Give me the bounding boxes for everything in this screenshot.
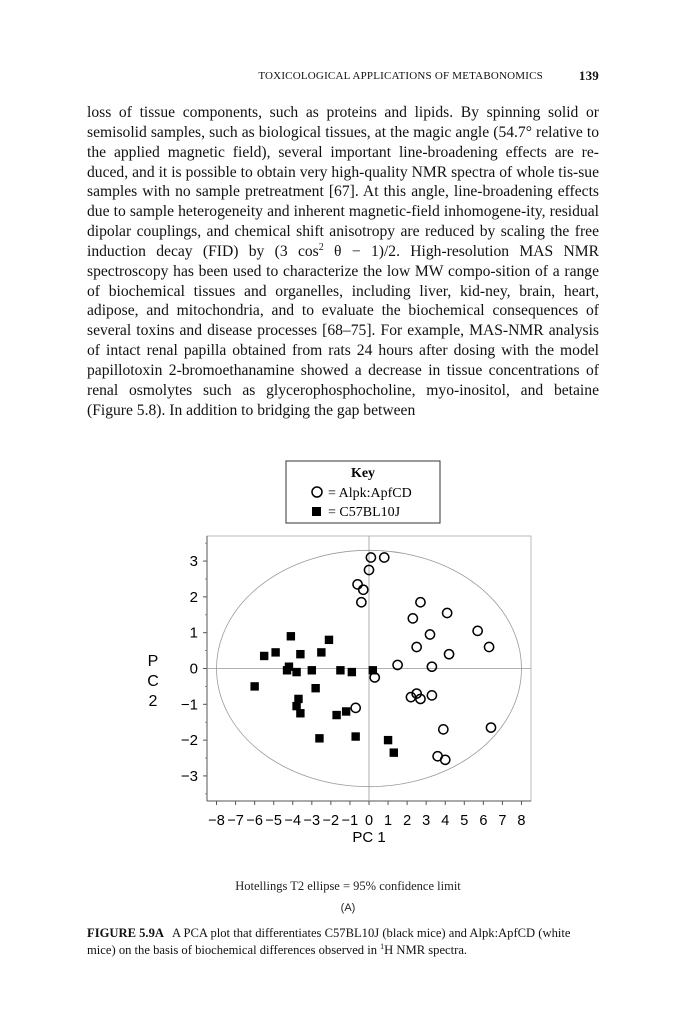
point-c57bl10j [294, 695, 302, 703]
y-axis-title [147, 653, 159, 710]
y-tick-label: 1 [189, 624, 198, 642]
point-c57bl10j [271, 648, 279, 656]
figure-caption [87, 925, 599, 959]
y-tick-label: −2 [180, 732, 198, 750]
point-c57bl10j [317, 648, 325, 656]
y-tick-label: 2 [189, 588, 198, 606]
point-alpk-apfcd [443, 608, 452, 617]
point-alpk-apfcd [357, 598, 366, 607]
pca-chart [140, 455, 540, 930]
point-c57bl10j [351, 732, 359, 740]
point-alpk-apfcd [408, 614, 417, 623]
point-c57bl10j [250, 682, 258, 690]
running-title: TOXICOLOGICAL APPLICATIONS OF METABONOMICS [258, 70, 543, 82]
y-axis-title-char: P [147, 653, 159, 670]
y-tick-label: −3 [180, 767, 198, 785]
y-axis-title-char: C [147, 673, 159, 690]
point-alpk-apfcd [353, 580, 362, 589]
point-c57bl10j [348, 668, 356, 676]
x-tick-label: −7 [227, 813, 244, 829]
point-c57bl10j [296, 709, 304, 717]
x-tick-label: 8 [517, 813, 526, 829]
legend-filled-square-icon [312, 507, 321, 516]
point-alpk-apfcd [412, 642, 421, 651]
y-axis-title-char: 2 [148, 693, 158, 710]
point-alpk-apfcd [486, 723, 495, 732]
point-alpk-apfcd [366, 553, 375, 562]
y-tick-label: 3 [189, 553, 198, 571]
point-alpk-apfcd [473, 626, 482, 635]
body-text-part-2: θ − 1)/2. High-resolution MAS NMR spectroscopy has been used to characterize the low MW compo-sition of a range of biochemical tissues and organelles, including liver, kid-ney, brain, heart, adipose, and mitochondria, and to evaluate the biochemical consequences of several toxins and disease processes [68–75]. For example, MAS-NMR analysis of intact renal papilla obtained from rats 24 hours after dosing with the model papillotoxin 2-bromoethanamine showed a decrease in tissue concentrations of renal osmolytes such as glycerophosphocholine, myo-inositol, and betaine (Figure 5.8). In addition to bridging the gap between [87, 242, 599, 419]
x-tick-label: 4 [441, 813, 450, 829]
point-c57bl10j [292, 668, 300, 676]
body-superscript: 2 [318, 241, 324, 253]
point-c57bl10j [283, 666, 291, 674]
data-points [250, 553, 495, 765]
point-alpk-apfcd [359, 585, 368, 594]
ellipse-note: Hotellings T2 ellipse = 95% confidence limit [235, 879, 461, 893]
page-number: 139 [578, 68, 599, 83]
x-tick-label: −5 [265, 813, 282, 829]
x-tick-label: 1 [384, 813, 393, 829]
body-text-part-1: loss of tissue components, such as proteins and lipids. By spinning solid or semisolid samples, such as biological tissues, at the magic angle (54.7° relative to the applied magnetic field), several important line-broadening effects are re-duced, and it is possible to obtain very high-quality NMR spectra of whole tis-sue samples with no sample pretreatment [67]. At this angle, line-broadening effects due to sample heterogeneity and inherent magnetic-field inhomogene-ity, residual dipolar couplings, and chemical shift anisotropy are reduced by scaling the free induction decay (FID) by (3 cos [87, 104, 599, 260]
page-header [87, 68, 599, 86]
figure-pca-plot [140, 455, 540, 930]
point-c57bl10j [384, 736, 392, 744]
x-tick-label: −3 [303, 813, 321, 829]
point-c57bl10j [260, 652, 268, 660]
point-alpk-apfcd [427, 691, 436, 700]
x-tick-label: 2 [403, 813, 412, 829]
point-c57bl10j [369, 666, 377, 674]
legend-label-alpk: = Alpk:ApfCD [328, 486, 412, 501]
caption-text-part-1: A PCA plot that differentiates C57BL10J (black mice) and Alpk:ApfCD (white mice) on the basis of biochemical differences observed in [87, 926, 571, 957]
point-c57bl10j [325, 636, 333, 644]
y-tick-label: 0 [189, 660, 198, 678]
point-c57bl10j [315, 734, 323, 742]
point-alpk-apfcd [425, 630, 434, 639]
point-c57bl10j [390, 748, 398, 756]
point-alpk-apfcd [444, 650, 453, 659]
point-c57bl10j [311, 684, 319, 692]
point-c57bl10j [332, 711, 340, 719]
x-tick-label: 0 [364, 813, 374, 829]
x-tick-label: 6 [479, 813, 488, 829]
x-tick-label: −6 [246, 813, 263, 829]
x-tick-label: −2 [322, 813, 340, 829]
caption-text-part-2: H NMR spectra. [384, 943, 468, 957]
point-c57bl10j [287, 632, 295, 640]
legend-label-c57: = C57BL10J [328, 505, 401, 520]
point-c57bl10j [308, 666, 316, 674]
legend-box [286, 461, 440, 523]
panel-label: (A) [340, 902, 356, 914]
x-tick-label: 5 [460, 813, 469, 829]
point-alpk-apfcd [416, 598, 425, 607]
caption-label: FIGURE 5.9A [87, 926, 164, 940]
x-tick-label: 3 [422, 813, 431, 829]
point-c57bl10j [296, 650, 304, 658]
y-tick-label: −1 [180, 696, 198, 714]
point-alpk-apfcd [441, 755, 450, 764]
point-alpk-apfcd [439, 725, 448, 734]
point-alpk-apfcd [427, 662, 436, 671]
legend-title: Key [350, 466, 376, 481]
caption-superscript: 1 [380, 941, 385, 951]
point-c57bl10j [292, 702, 300, 710]
point-c57bl10j [342, 707, 350, 715]
x-tick-label: 7 [498, 813, 507, 829]
x-axis-title: PC 1 [352, 829, 386, 846]
point-c57bl10j [336, 666, 344, 674]
x-tick-label: −8 [208, 813, 225, 829]
x-tick-label: −4 [284, 813, 302, 829]
x-tick-label: −1 [341, 813, 359, 829]
body-paragraph [87, 103, 599, 421]
point-alpk-apfcd [484, 642, 493, 651]
point-alpk-apfcd [351, 703, 360, 712]
point-alpk-apfcd [380, 553, 389, 562]
